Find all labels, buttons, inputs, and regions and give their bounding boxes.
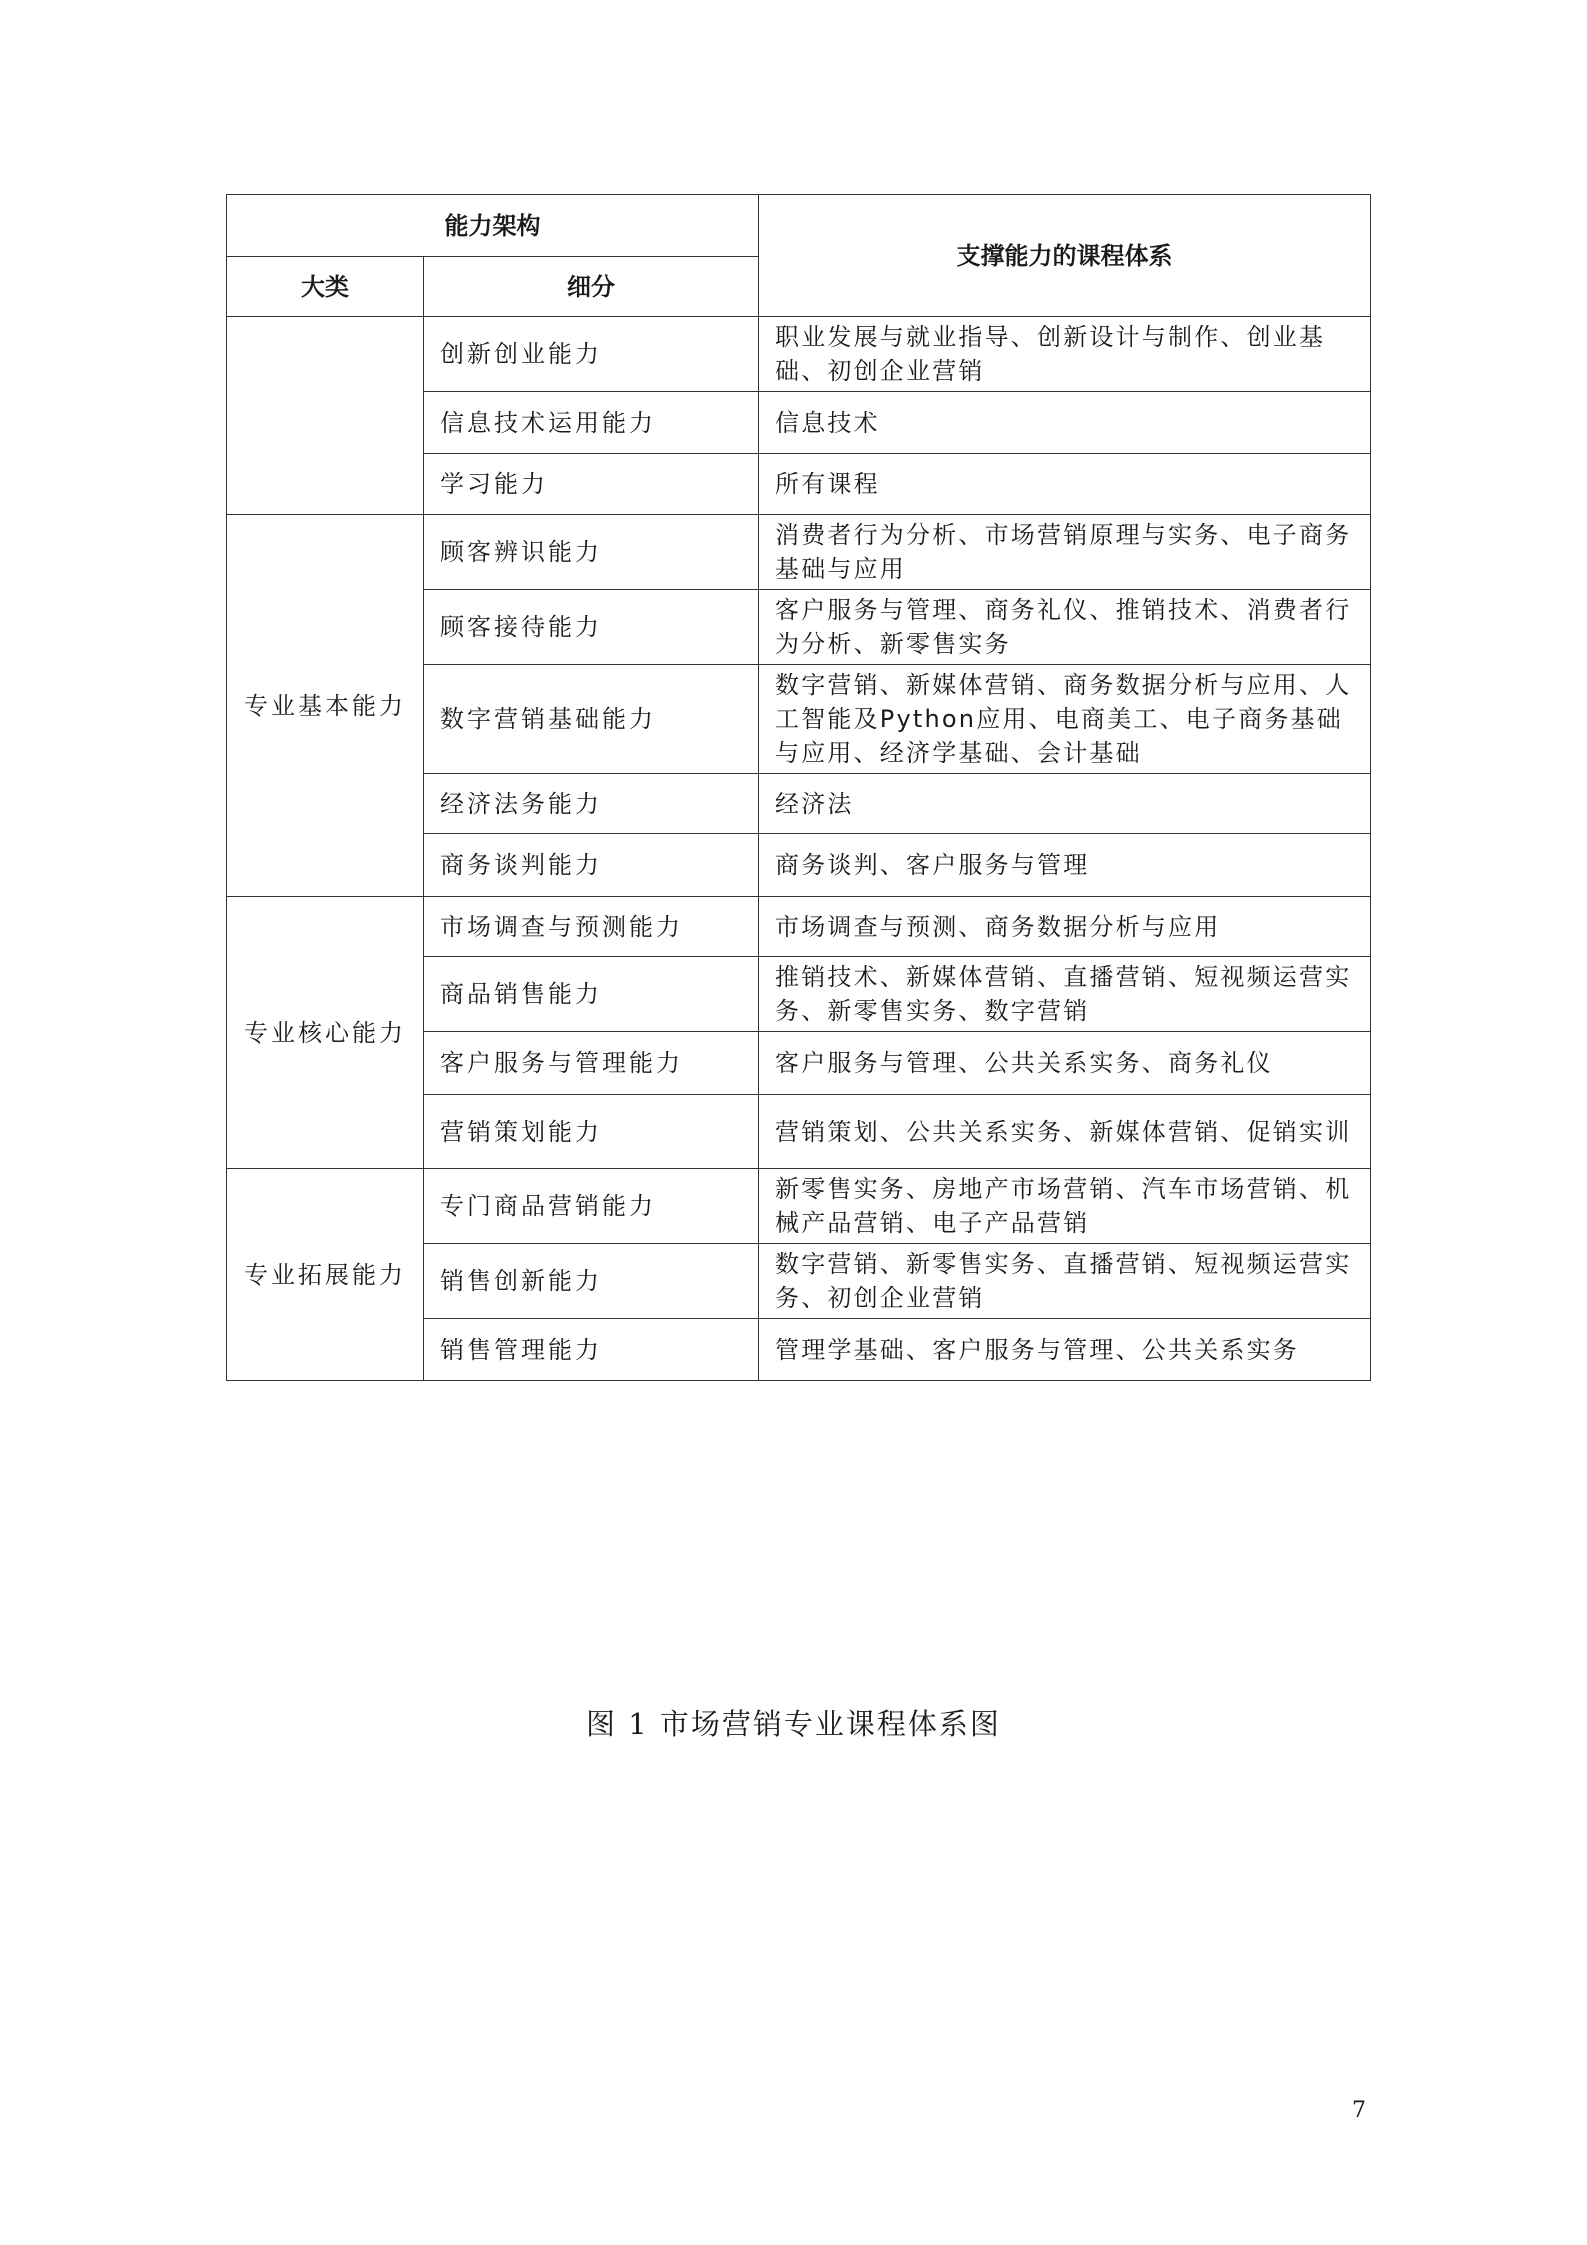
course-cell: 消费者行为分析、市场营销原理与实务、电子商务基础与应用 <box>759 515 1371 590</box>
course-cell: 营销策划、公共关系实务、新媒体营销、促销实训 <box>759 1095 1371 1169</box>
course-cell: 客户服务与管理、商务礼仪、推销技术、消费者行为分析、新零售实务 <box>759 590 1371 665</box>
header-ability-framework: 能力架构 <box>227 195 759 257</box>
table-row <box>227 317 1371 392</box>
page-number: 7 <box>1352 2098 1366 2123</box>
ability-cell: 信息技术运用能力 <box>424 392 759 454</box>
category-cell <box>227 317 424 515</box>
table-header <box>227 195 1371 317</box>
category-cell: 专业核心能力 <box>227 897 424 1169</box>
header-subdivision: 细分 <box>424 257 759 317</box>
ability-cell: 数字营销基础能力 <box>424 665 759 774</box>
ability-cell: 销售创新能力 <box>424 1244 759 1319</box>
category-cell: 专业拓展能力 <box>227 1169 424 1381</box>
course-cell: 商务谈判、客户服务与管理 <box>759 834 1371 897</box>
course-cell: 管理学基础、客户服务与管理、公共关系实务 <box>759 1319 1371 1381</box>
header-category: 大类 <box>227 257 424 317</box>
course-cell: 职业发展与就业指导、创新设计与制作、创业基础、初创企业营销 <box>759 317 1371 392</box>
table-body <box>227 317 1371 1381</box>
ability-cell: 经济法务能力 <box>424 774 759 834</box>
course-cell: 推销技术、新媒体营销、直播营销、短视频运营实务、新零售实务、数字营销 <box>759 957 1371 1032</box>
ability-cell: 营销策划能力 <box>424 1095 759 1169</box>
ability-cell: 学习能力 <box>424 454 759 515</box>
table-row <box>227 897 1371 957</box>
ability-cell: 创新创业能力 <box>424 317 759 392</box>
course-cell: 客户服务与管理、公共关系实务、商务礼仪 <box>759 1032 1371 1095</box>
header-courses: 支撑能力的课程体系 <box>759 195 1371 317</box>
course-cell: 数字营销、新零售实务、直播营销、短视频运营实务、初创企业营销 <box>759 1244 1371 1319</box>
ability-cell: 商务谈判能力 <box>424 834 759 897</box>
ability-cell: 市场调查与预测能力 <box>424 897 759 957</box>
ability-cell: 客户服务与管理能力 <box>424 1032 759 1095</box>
course-cell: 所有课程 <box>759 454 1371 515</box>
category-cell: 专业基本能力 <box>227 515 424 897</box>
table-row <box>227 515 1371 590</box>
course-cell: 新零售实务、房地产市场营销、汽车市场营销、机械产品营销、电子产品营销 <box>759 1169 1371 1244</box>
course-cell: 经济法 <box>759 774 1371 834</box>
ability-cell: 商品销售能力 <box>424 957 759 1032</box>
ability-cell: 销售管理能力 <box>424 1319 759 1381</box>
ability-course-table <box>226 194 1371 1381</box>
figure-caption: 图 1 市场营销专业课程体系图 <box>586 1707 1001 1741</box>
table-row <box>227 1169 1371 1244</box>
course-cell: 信息技术 <box>759 392 1371 454</box>
course-cell: 数字营销、新媒体营销、商务数据分析与应用、人工智能及Python应用、电商美工、电子商务基础与应用、经济学基础、会计基础 <box>759 665 1371 774</box>
ability-cell: 顾客接待能力 <box>424 590 759 665</box>
course-cell: 市场调查与预测、商务数据分析与应用 <box>759 897 1371 957</box>
ability-cell: 顾客辨识能力 <box>424 515 759 590</box>
ability-cell: 专门商品营销能力 <box>424 1169 759 1244</box>
